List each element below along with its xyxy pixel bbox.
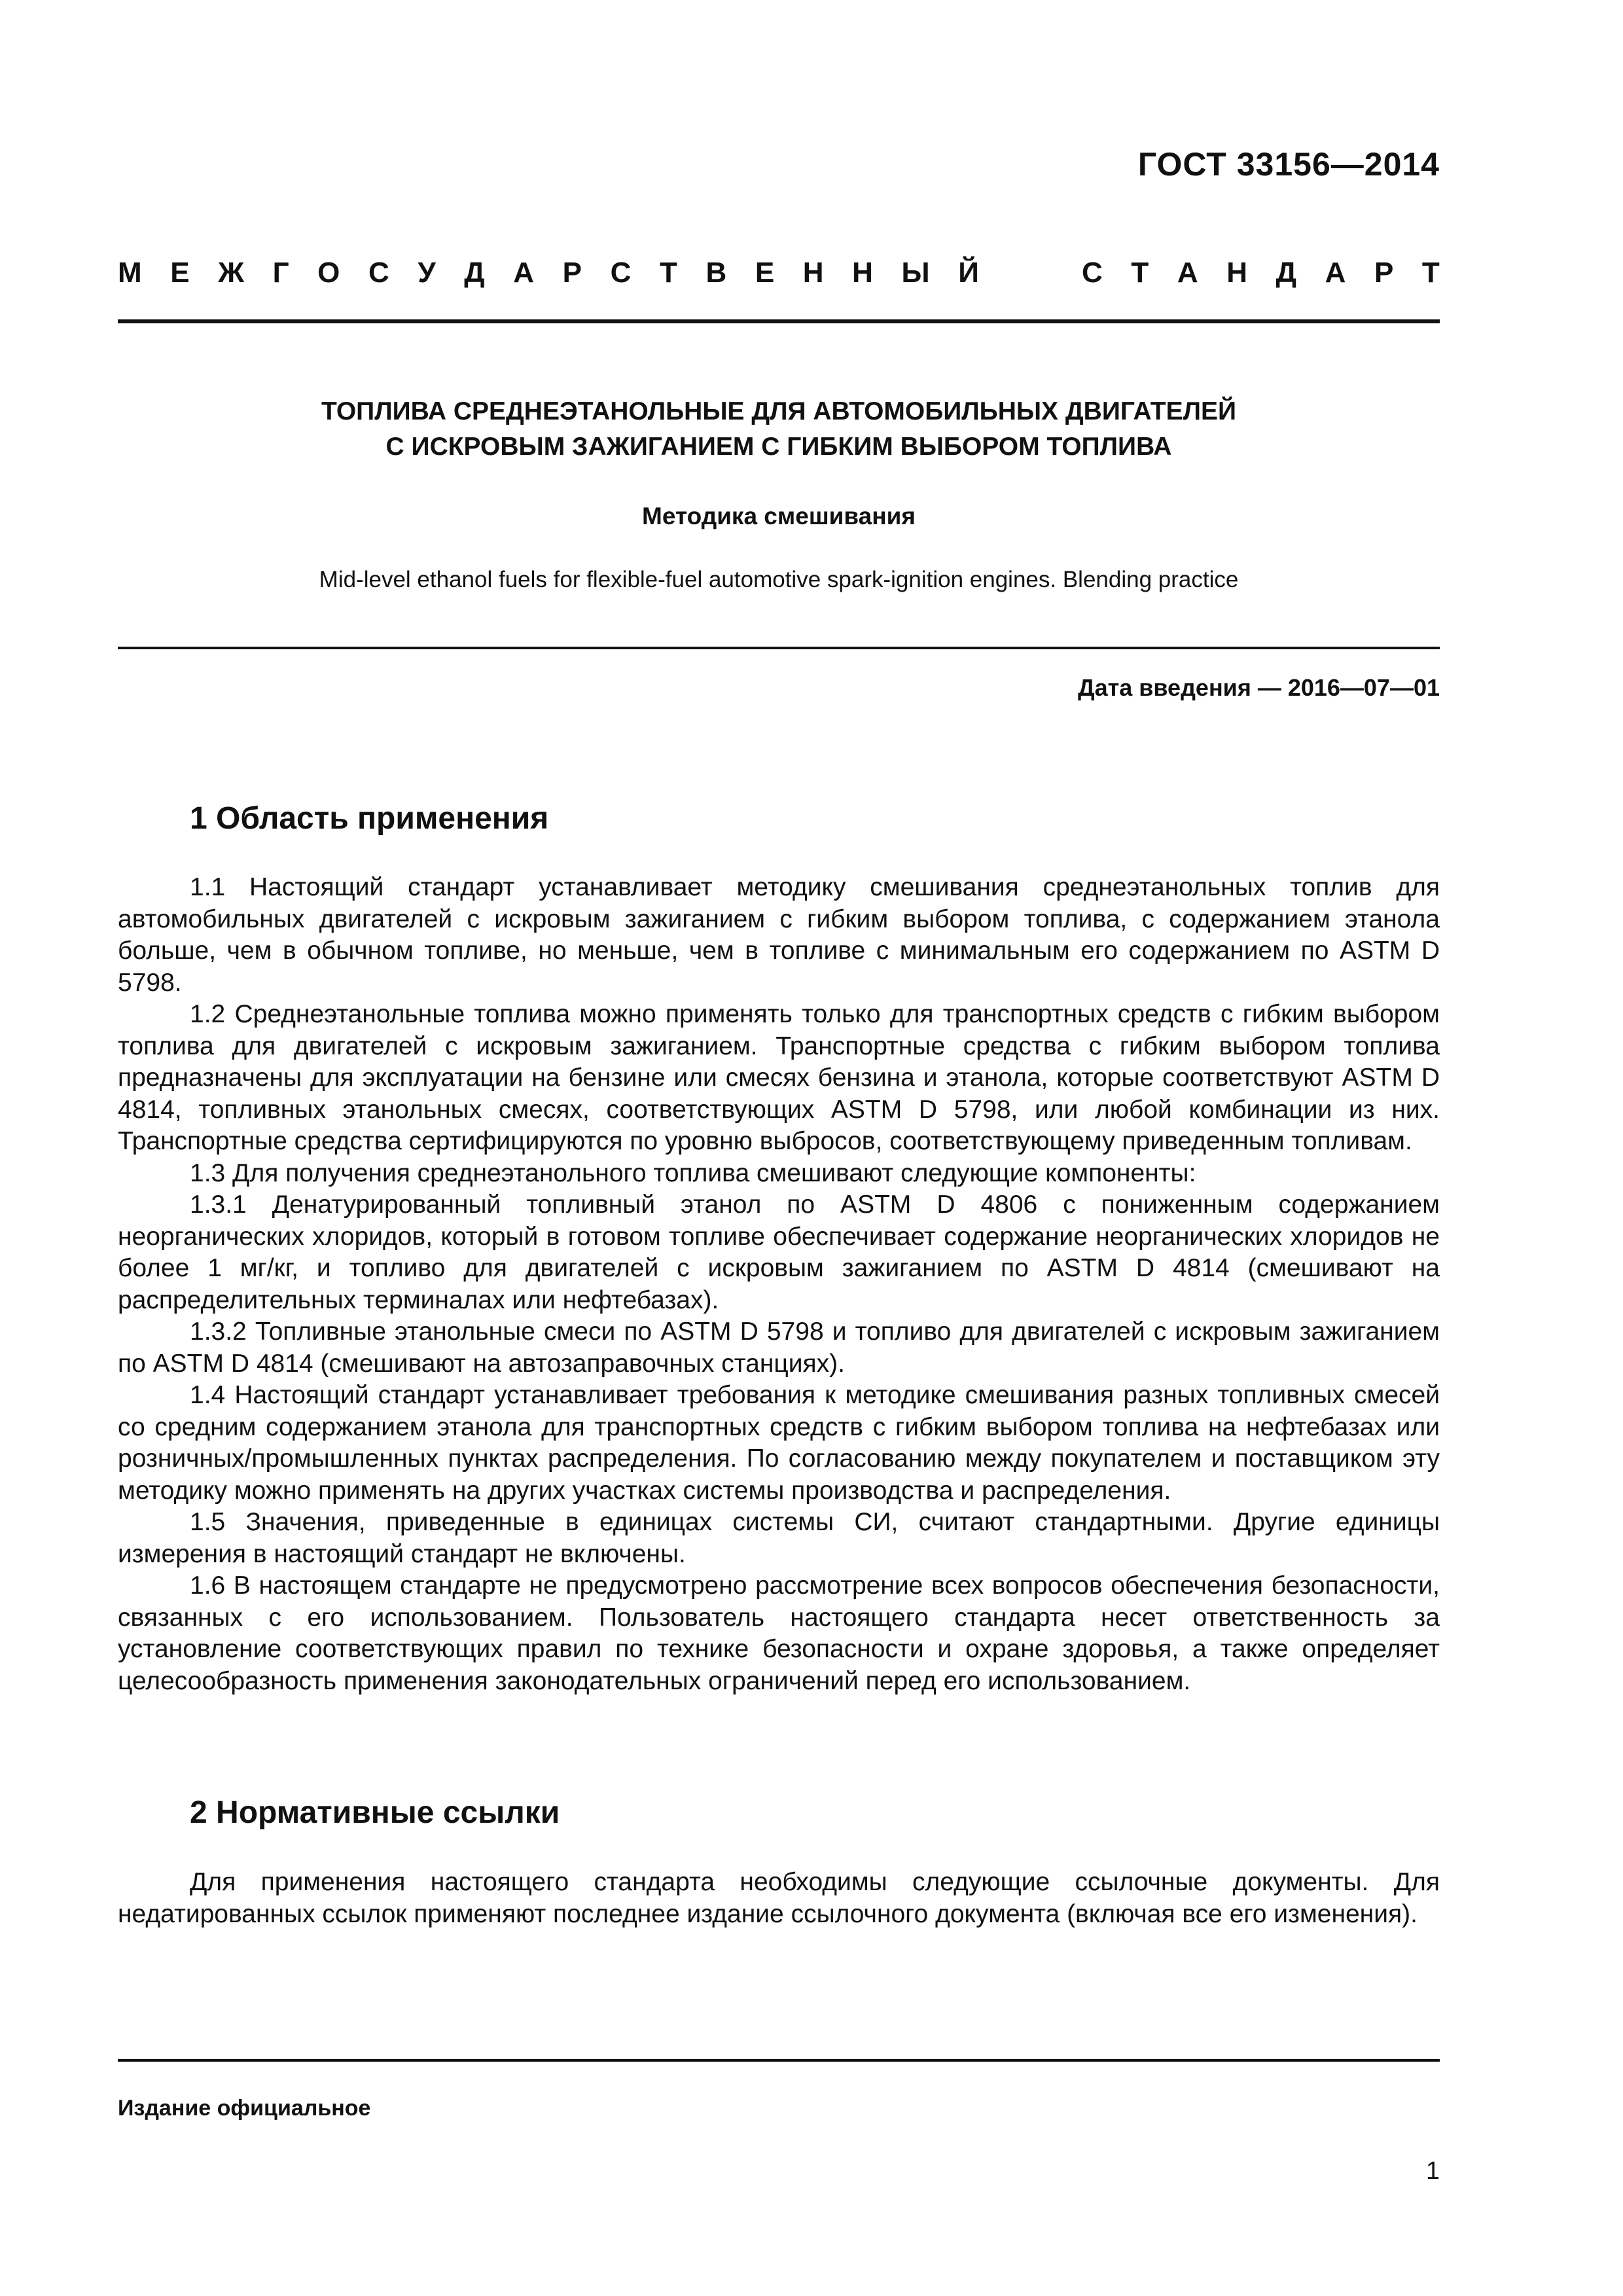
document-title [118, 394, 1440, 465]
standard-type-letter: Е [170, 257, 190, 289]
section-2-body [118, 1867, 1440, 1930]
standard-type-letter: Д [1275, 257, 1296, 289]
standard-type-letter: Т [1131, 257, 1149, 289]
footer-divider [118, 2059, 1440, 2062]
title-divider [118, 647, 1440, 649]
standard-type-letter: О [317, 257, 340, 289]
paragraph: 1.3.1 Денатурированный топливный этанол по ASTM D 4806 с пониженным содержанием неорганических хлоридов, который в готовом топливе обеспечивает содержание неорганических хлоридов не более 1 мг/кг, и топливо для двигателей с искровым зажиганием по ASTM D 4814 (смешивают на распределительных терминалах или нефтебазах). [118, 1191, 1440, 1314]
english-title: Mid-level ethanol fuels for flexible-fuel automotive spark-ignition engines. Blending practice [319, 567, 1239, 592]
standard-type-letter: Р [562, 257, 582, 289]
standard-type-letter: Р [1374, 257, 1394, 289]
section-1-heading: 1 Область применения [190, 801, 549, 836]
page-number: 1 [1425, 2157, 1440, 2185]
paragraph: Для применения настоящего стандарта необходимы следующие ссылочные документы. Для недатированных ссылок применяют последнее издание ссылочного документа (включая все его изменения). [118, 1868, 1440, 1928]
standard-type-letter: С [1082, 257, 1103, 289]
document-page [118, 0, 1440, 2296]
paragraph: 1.1 Настоящий стандарт устанавливает методику смешивания среднеэтанольных топлив для автомобильных двигателей с искровым зажиганием с гибким выбором топлива, с содержанием этанола больше, чем в обычном топливе, но меньше, чем в топливе с минимальным его содержанием по ASTM D 5798. [118, 873, 1440, 997]
standard-type-letter: Е [755, 257, 775, 289]
standard-type-letter: С [610, 257, 632, 289]
standard-type-letter: А [513, 257, 535, 289]
header-divider [118, 319, 1440, 323]
standard-type-letter: Й [958, 257, 979, 289]
standard-type-heading [118, 257, 1440, 289]
title-line-2: С ИСКРОВЫМ ЗАЖИГАНИЕМ С ГИБКИМ ВЫБОРОМ ТОПЛИВА [385, 433, 1172, 461]
standard-type-letter: Ж [218, 257, 244, 289]
document-number: ГОСТ 33156—2014 [1137, 146, 1440, 183]
standard-type-letter: А [1325, 257, 1346, 289]
standard-type-letter: Д [464, 257, 485, 289]
paragraph: 1.5 Значения, приведенные в единицах системы СИ, считают стандартными. Другие единицы измерения в настоящий стандарт не включены. [118, 1508, 1440, 1568]
standard-type-letter: М [118, 257, 142, 289]
section-2-heading: 2 Нормативные ссылки [190, 1795, 560, 1830]
paragraph: 1.3.2 Топливные этанольные смеси по ASTM D 5798 и топливо для двигателей с искровым зажиганием по ASTM D 4814 (смешивают на автозаправочных станциях). [118, 1318, 1440, 1378]
section-1-body [118, 872, 1440, 1697]
paragraph: 1.3 Для получения среднеэтанольного топлива смешивают следующие компоненты: [190, 1158, 1196, 1187]
official-edition-note: Издание официальное [118, 2096, 371, 2121]
standard-type-letter: Т [1421, 257, 1440, 289]
standard-type-letter: А [1177, 257, 1198, 289]
document-subtitle: Методика смешивания [642, 503, 916, 529]
standard-type-letter: В [705, 257, 727, 289]
word-gap [1007, 257, 1053, 289]
introduction-date: Дата введения — 2016—07—01 [1077, 674, 1440, 701]
standard-type-letter: Н [802, 257, 824, 289]
standard-type-letter: Т [659, 257, 677, 289]
paragraph: 1.6 В настоящем стандарте не предусмотрено рассмотрение всех вопросов обеспечения безопасности, связанных с его использованием. Пользователь настоящего стандарта несет ответственность за установление соответствующих правил по технике безопасности и охране здоровья, а также определяет целесообразность применения законодательных ограничений перед его использованием. [118, 1571, 1440, 1695]
standard-type-letter: Н [852, 257, 873, 289]
paragraph: 1.2 Среднеэтанольные топлива можно применять только для транспортных средств с гибким выбором топлива для двигателей с искровым зажиганием. Транспортные средства с гибким выбором топлива предназначены для эксплуатации на бензине или смесях бензина и этанола, которые соответствуют ASTM D 4814, топливных этанольных смесях, соответствующих ASTM D 5798, или любой комбинации из них. Транспортные средства сертифицируются по уровню выбросов, соответствующему приведенным топливам. [118, 1000, 1440, 1155]
paragraph: 1.4 Настоящий стандарт устанавливает требования к методике смешивания разных топливных смесей со средним содержанием этанола для транспортных средств с гибким выбором топлива на нефтебазах или розничных/промышленных пунктах распределения. По согласованию между покупателем и поставщиком эту методику можно применять на других участках системы производства и распределения. [118, 1381, 1440, 1505]
standard-type-letter: С [368, 257, 389, 289]
standard-type-letter: У [418, 257, 436, 289]
title-line-1: ТОПЛИВА СРЕДНЕЭТАНОЛЬНЫЕ ДЛЯ АВТОМОБИЛЬНЫХ ДВИГАТЕЛЕЙ [321, 397, 1236, 425]
standard-type-letter: Г [272, 257, 289, 289]
standard-type-letter: Ы [901, 257, 930, 289]
standard-type-letter: Н [1226, 257, 1248, 289]
